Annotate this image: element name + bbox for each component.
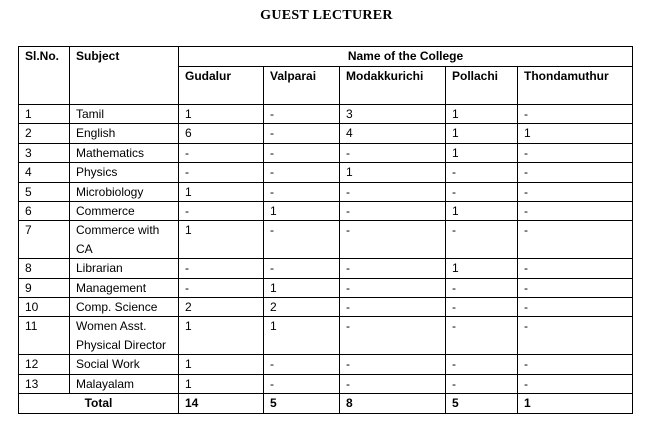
sl-no-cell: 12 — [19, 355, 70, 374]
table-row — [19, 163, 633, 182]
count-cell: - — [446, 374, 518, 393]
count-cell: 1 — [179, 105, 264, 124]
count-cell: - — [518, 143, 633, 162]
subject-cell: Commerce — [70, 202, 179, 221]
count-cell: 1 — [518, 124, 633, 143]
college-header: Modakkurichi — [340, 67, 446, 105]
table-row — [19, 259, 633, 278]
subject-cell: Management — [70, 278, 179, 297]
count-cell: - — [340, 202, 446, 221]
total-cell: 5 — [264, 394, 340, 413]
count-cell: 2 — [264, 298, 340, 317]
count-cell: - — [264, 355, 340, 374]
total-cell: 14 — [179, 394, 264, 413]
count-cell: 1 — [446, 202, 518, 221]
total-cell: 1 — [518, 394, 633, 413]
count-cell: 1 — [264, 278, 340, 297]
count-cell: - — [518, 278, 633, 297]
count-cell: - — [446, 278, 518, 297]
sl-no-cell: 4 — [19, 163, 70, 182]
count-cell: - — [264, 105, 340, 124]
count-cell: - — [518, 374, 633, 393]
subject-header: Subject — [70, 47, 179, 105]
count-cell: 1 — [179, 374, 264, 393]
sl-no-cell: 7 — [19, 221, 70, 259]
count-cell: - — [446, 221, 518, 259]
sl-no-cell: 5 — [19, 182, 70, 201]
count-cell: - — [446, 163, 518, 182]
count-cell: 1 — [264, 202, 340, 221]
count-cell: - — [340, 355, 446, 374]
sl-no-cell: 10 — [19, 298, 70, 317]
count-cell: - — [518, 202, 633, 221]
count-cell: 3 — [340, 105, 446, 124]
subject-cell: Physics — [70, 163, 179, 182]
count-cell: - — [340, 317, 446, 355]
count-cell: - — [179, 259, 264, 278]
count-cell: - — [264, 143, 340, 162]
count-cell: 6 — [179, 124, 264, 143]
guest-lecturer-table — [18, 46, 633, 414]
count-cell: - — [518, 221, 633, 259]
count-cell: - — [179, 143, 264, 162]
college-group-header: Name of the College — [179, 47, 633, 67]
total-row — [19, 394, 633, 413]
count-cell: - — [340, 182, 446, 201]
sl-no-cell: 13 — [19, 374, 70, 393]
count-cell: - — [518, 163, 633, 182]
table-row — [19, 298, 633, 317]
count-cell: - — [264, 124, 340, 143]
count-cell: - — [446, 182, 518, 201]
count-cell: 4 — [340, 124, 446, 143]
count-cell: - — [518, 105, 633, 124]
count-cell: - — [264, 374, 340, 393]
table-row — [19, 124, 633, 143]
count-cell: - — [264, 163, 340, 182]
count-cell: - — [179, 278, 264, 297]
count-cell: 1 — [179, 182, 264, 201]
count-cell: - — [446, 317, 518, 355]
subject-cell: Microbiology — [70, 182, 179, 201]
table-row — [19, 221, 633, 259]
college-header: Thondamuthur — [518, 67, 633, 105]
table-row — [19, 278, 633, 297]
count-cell: 1 — [179, 221, 264, 259]
college-header: Pollachi — [446, 67, 518, 105]
table-row — [19, 317, 633, 355]
count-cell: - — [446, 298, 518, 317]
count-cell: - — [264, 221, 340, 259]
total-cell: 5 — [446, 394, 518, 413]
table-row — [19, 105, 633, 124]
sl-no-header: Sl.No. — [19, 47, 70, 105]
sl-no-cell: 8 — [19, 259, 70, 278]
table-row — [19, 143, 633, 162]
count-cell: - — [179, 163, 264, 182]
count-cell: - — [518, 182, 633, 201]
count-cell: - — [340, 298, 446, 317]
sl-no-cell: 3 — [19, 143, 70, 162]
header-row — [19, 47, 633, 67]
sl-no-cell: 6 — [19, 202, 70, 221]
count-cell: - — [340, 221, 446, 259]
count-cell: - — [446, 355, 518, 374]
table-row — [19, 202, 633, 221]
subject-cell: Malayalam — [70, 374, 179, 393]
subject-cell: Social Work — [70, 355, 179, 374]
subject-cell: Librarian — [70, 259, 179, 278]
subject-cell: Comp. Science — [70, 298, 179, 317]
subject-cell: Women Asst. Physical Director — [70, 317, 179, 355]
count-cell: 1 — [446, 143, 518, 162]
table-row — [19, 355, 633, 374]
college-header: Gudalur — [179, 67, 264, 105]
count-cell: 1 — [446, 259, 518, 278]
total-cell: 8 — [340, 394, 446, 413]
count-cell: 2 — [179, 298, 264, 317]
count-cell: 1 — [264, 317, 340, 355]
sl-no-cell: 11 — [19, 317, 70, 355]
count-cell: - — [179, 202, 264, 221]
college-header: Valparai — [264, 67, 340, 105]
count-cell: - — [340, 143, 446, 162]
table-body — [19, 105, 633, 414]
subject-cell: Mathematics — [70, 143, 179, 162]
count-cell: - — [340, 259, 446, 278]
subject-cell: English — [70, 124, 179, 143]
count-cell: 1 — [446, 124, 518, 143]
count-cell: - — [518, 355, 633, 374]
subject-cell: Tamil — [70, 105, 179, 124]
table-row — [19, 182, 633, 201]
sl-no-cell: 9 — [19, 278, 70, 297]
sl-no-cell: 1 — [19, 105, 70, 124]
count-cell: - — [518, 317, 633, 355]
count-cell: - — [518, 298, 633, 317]
count-cell: 1 — [446, 105, 518, 124]
count-cell: - — [264, 182, 340, 201]
sl-no-cell: 2 — [19, 124, 70, 143]
count-cell: - — [518, 259, 633, 278]
count-cell: - — [340, 278, 446, 297]
count-cell: 1 — [340, 163, 446, 182]
subject-cell: Commerce with CA — [70, 221, 179, 259]
page-title: GUEST LECTURER — [260, 8, 393, 23]
count-cell: - — [340, 374, 446, 393]
count-cell: - — [264, 259, 340, 278]
count-cell: 1 — [179, 317, 264, 355]
count-cell: 1 — [179, 355, 264, 374]
table-row — [19, 374, 633, 393]
total-label: Total — [19, 394, 179, 413]
